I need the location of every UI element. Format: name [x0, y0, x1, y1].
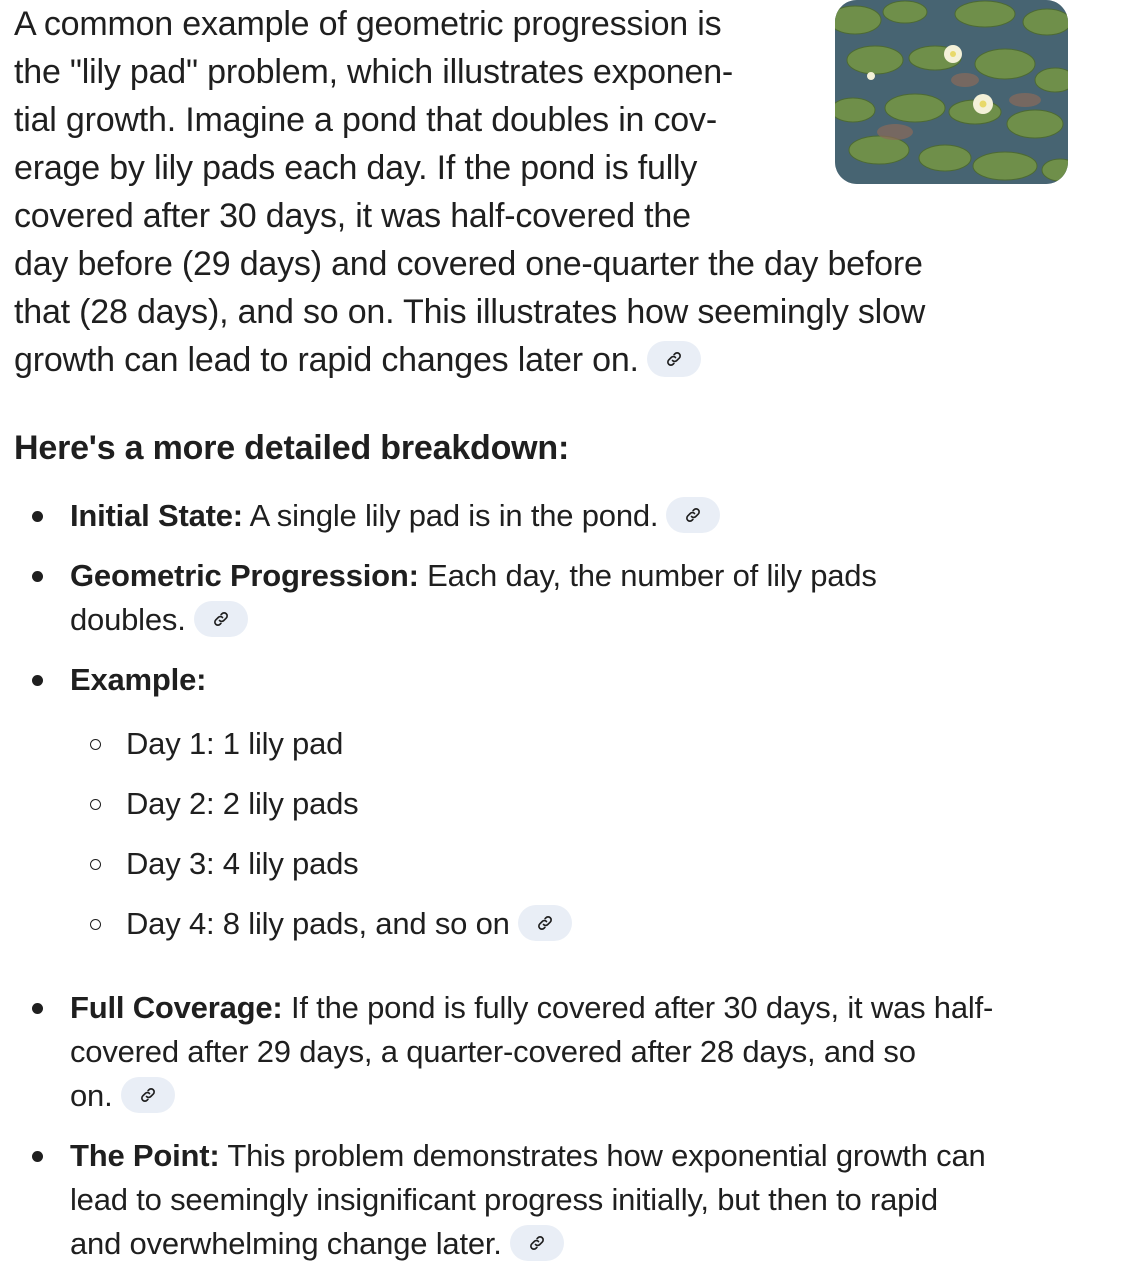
source-link-chip[interactable]	[194, 601, 248, 637]
circle-bullet-icon	[90, 919, 101, 930]
intro-paragraph	[14, 0, 1054, 384]
item-text: covered after 29 days, a quarter-covered after 28 days, and so	[70, 1034, 916, 1069]
sub-item-text: Day 3: 4 lily pads	[126, 846, 359, 881]
bullet-icon	[32, 675, 43, 686]
source-link-chip[interactable]	[121, 1077, 175, 1113]
circle-bullet-icon	[90, 799, 101, 810]
bullet-icon	[32, 1003, 43, 1014]
sub-list-item	[126, 722, 343, 766]
list-item	[70, 1134, 1060, 1266]
intro-line	[14, 336, 1054, 384]
breakdown-heading: Here's a more detailed breakdown:	[14, 429, 570, 467]
source-link-chip[interactable]	[510, 1225, 564, 1261]
intro-line: covered after 30 days, it was half-covered the	[14, 197, 691, 235]
intro-line: the "lily pad" problem, which illustrates exponen-	[14, 53, 734, 91]
bullet-icon	[32, 1151, 43, 1162]
item-term: Initial State:	[70, 498, 243, 533]
item-text: and overwhelming change later.	[70, 1226, 502, 1261]
list-item	[70, 554, 1060, 642]
intro-line: that (28 days), and so on. This illustrates how seemingly slow	[14, 293, 926, 331]
intro-line: A common example of geometric progression is	[14, 5, 722, 43]
item-text: on.	[70, 1078, 113, 1113]
sub-item-text: Day 4: 8 lily pads, and so on	[126, 906, 510, 941]
list-item	[70, 658, 1060, 702]
item-text: lead to seemingly insignificant progress initially, but then to rapid	[70, 1182, 938, 1217]
item-text: A single lily pad is in the pond.	[242, 498, 659, 533]
circle-bullet-icon	[90, 859, 101, 870]
intro-line: erage by lily pads each day. If the pond is fully	[14, 149, 698, 187]
list-item	[70, 494, 1060, 538]
item-term: Geometric Progression:	[70, 558, 419, 593]
list-item	[70, 986, 1060, 1118]
intro-line: day before (29 days) and covered one-quarter the day before	[14, 245, 923, 283]
lily-pond-image[interactable]	[835, 0, 1068, 184]
circle-bullet-icon	[90, 739, 101, 750]
link-icon	[212, 610, 230, 628]
item-text: Each day, the number of lily pads	[418, 558, 877, 593]
sub-item-text: Day 1: 1 lily pad	[126, 726, 344, 761]
item-text: This problem demonstrates how exponential growth can	[219, 1138, 986, 1173]
sub-list-item	[126, 842, 358, 886]
link-icon	[536, 914, 554, 932]
sub-list-item	[126, 902, 572, 946]
sub-list-item	[126, 782, 358, 826]
item-term: Full Coverage:	[70, 990, 283, 1025]
source-link-chip[interactable]	[647, 341, 701, 377]
item-text: If the pond is fully covered after 30 days, it was half-	[282, 990, 994, 1025]
item-term: The Point:	[70, 1138, 220, 1173]
item-text: doubles.	[70, 602, 186, 637]
link-icon	[528, 1234, 546, 1252]
lily-pond-photo	[835, 0, 1068, 184]
intro-line: tial growth. Imagine a pond that doubles in cov-	[14, 101, 717, 139]
source-link-chip[interactable]	[518, 905, 572, 941]
link-icon	[684, 506, 702, 524]
intro-line-text: growth can lead to rapid changes later on.	[14, 341, 639, 379]
bullet-icon	[32, 571, 43, 582]
link-icon	[665, 350, 683, 368]
link-icon	[139, 1086, 157, 1104]
source-link-chip[interactable]	[666, 497, 720, 533]
sub-item-text: Day 2: 2 lily pads	[126, 786, 359, 821]
item-term: Example:	[70, 662, 207, 697]
bullet-icon	[32, 511, 43, 522]
